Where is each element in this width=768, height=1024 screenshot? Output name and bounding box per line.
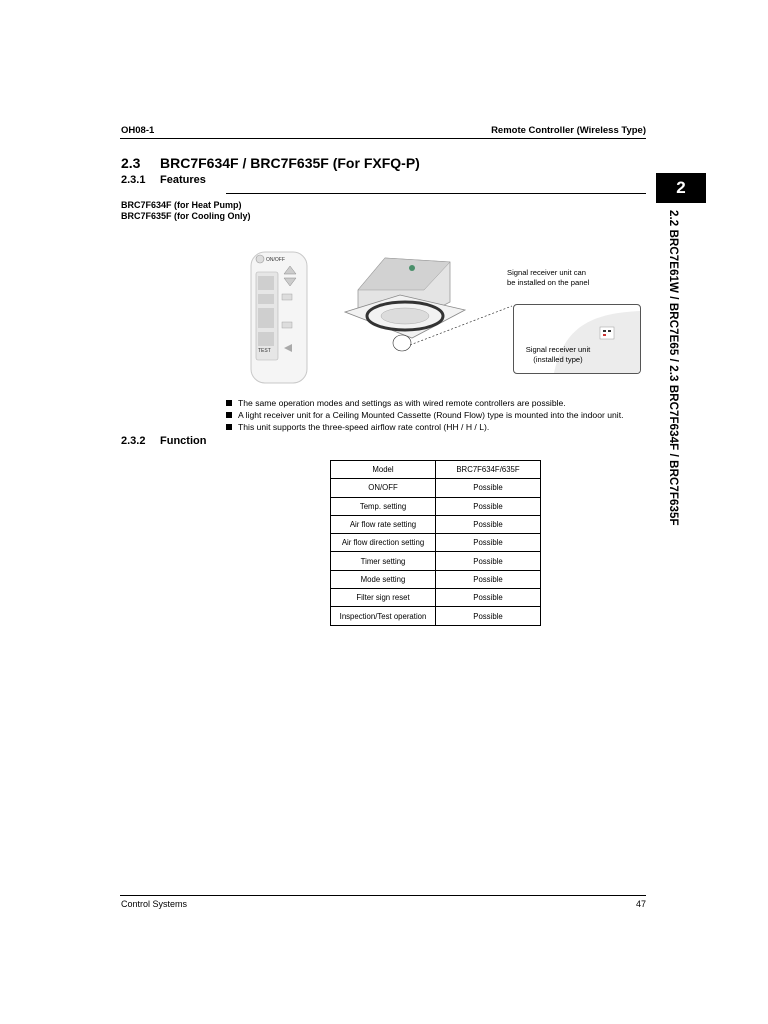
table-cell: Possible (436, 607, 541, 625)
table-cell: Mode setting (331, 570, 436, 588)
chapter-number: 2 (676, 178, 686, 197)
remote-controller-illustration (246, 250, 312, 385)
feature-bullets (226, 397, 624, 433)
table-cell: Temp. setting (331, 497, 436, 515)
bullet-square-icon (226, 424, 232, 430)
remote-on-off-label: ON/OFF (266, 257, 285, 263)
receiver-unit-inset (513, 304, 641, 374)
footer-rule (120, 895, 646, 896)
table-row (331, 497, 541, 515)
header-title: Remote Controller (Wireless Type) (491, 125, 646, 136)
table-row (331, 589, 541, 607)
table-row (331, 607, 541, 625)
table-header-row (331, 461, 541, 479)
table-cell: Possible (436, 570, 541, 588)
table-cell: Possible (436, 515, 541, 533)
table-cell: Possible (436, 552, 541, 570)
header-rule (120, 138, 646, 139)
function-title: Function (160, 435, 207, 447)
callout-panel (507, 268, 589, 288)
section-title: BRC7F634F / BRC7F635F (For FXFQ-P) (160, 155, 420, 171)
callout-unit-line1: Signal receiver unit (525, 345, 591, 354)
bullet-square-icon (226, 412, 232, 418)
table-cell: Possible (436, 534, 541, 552)
features-rule (226, 193, 646, 194)
table-cell: Air flow rate setting (331, 515, 436, 533)
callout-panel-line2: be installed on the panel (507, 278, 590, 287)
callout-connector (410, 300, 515, 350)
list-item (226, 397, 624, 409)
table-cell: Filter sign reset (331, 589, 436, 607)
callout-unit (514, 345, 602, 365)
bullet-text: A light receiver unit for a Ceiling Mounted Cassette (Round Flow) type is mounted into the indoor unit. (238, 410, 624, 420)
function-number: 2.3.2 (121, 435, 146, 447)
remote-test-label: TEST (258, 348, 271, 354)
table-header-cell: Model (331, 461, 436, 479)
table-cell: Possible (436, 497, 541, 515)
model-heat-pump: BRC7F634F (for Heat Pump) (121, 200, 242, 210)
table-header-cell: BRC7F634F/635F (436, 461, 541, 479)
table-row (331, 552, 541, 570)
table-row (331, 479, 541, 497)
list-item (226, 421, 624, 433)
table-row (331, 515, 541, 533)
features-title: Features (160, 174, 206, 186)
table-cell: Timer setting (331, 552, 436, 570)
page-number: 47 (635, 899, 646, 909)
features-number: 2.3.1 (121, 174, 146, 186)
table-row (331, 570, 541, 588)
chapter-tab (656, 173, 706, 203)
function-table (330, 460, 541, 626)
footer-left: Control Systems (121, 899, 188, 909)
table-cell: ON/OFF (331, 479, 436, 497)
table-row (331, 534, 541, 552)
list-item (226, 409, 624, 421)
model-cooling-only: BRC7F635F (for Cooling Only) (121, 211, 251, 221)
bullet-text: The same operation modes and settings as with wired remote controllers are possible. (238, 398, 566, 408)
section-number: 2.3 (121, 155, 141, 171)
side-running-title: 2.2 BRC7E61W / BRC7E65 / 2.3 BRC7F634F / BRC7F635F (667, 210, 679, 526)
header-doc-code: OH08-1 (121, 125, 155, 136)
table-cell: Inspection/Test operation (331, 607, 436, 625)
callout-panel-line1: Signal receiver unit can (507, 268, 586, 277)
table-cell: Possible (436, 589, 541, 607)
table-cell: Possible (436, 479, 541, 497)
table-cell: Air flow direction setting (331, 534, 436, 552)
bullet-square-icon (226, 400, 232, 406)
callout-unit-line2: (installed type) (533, 355, 583, 364)
bullet-text: This unit supports the three-speed airflow rate control (HH / H / L). (238, 422, 490, 432)
